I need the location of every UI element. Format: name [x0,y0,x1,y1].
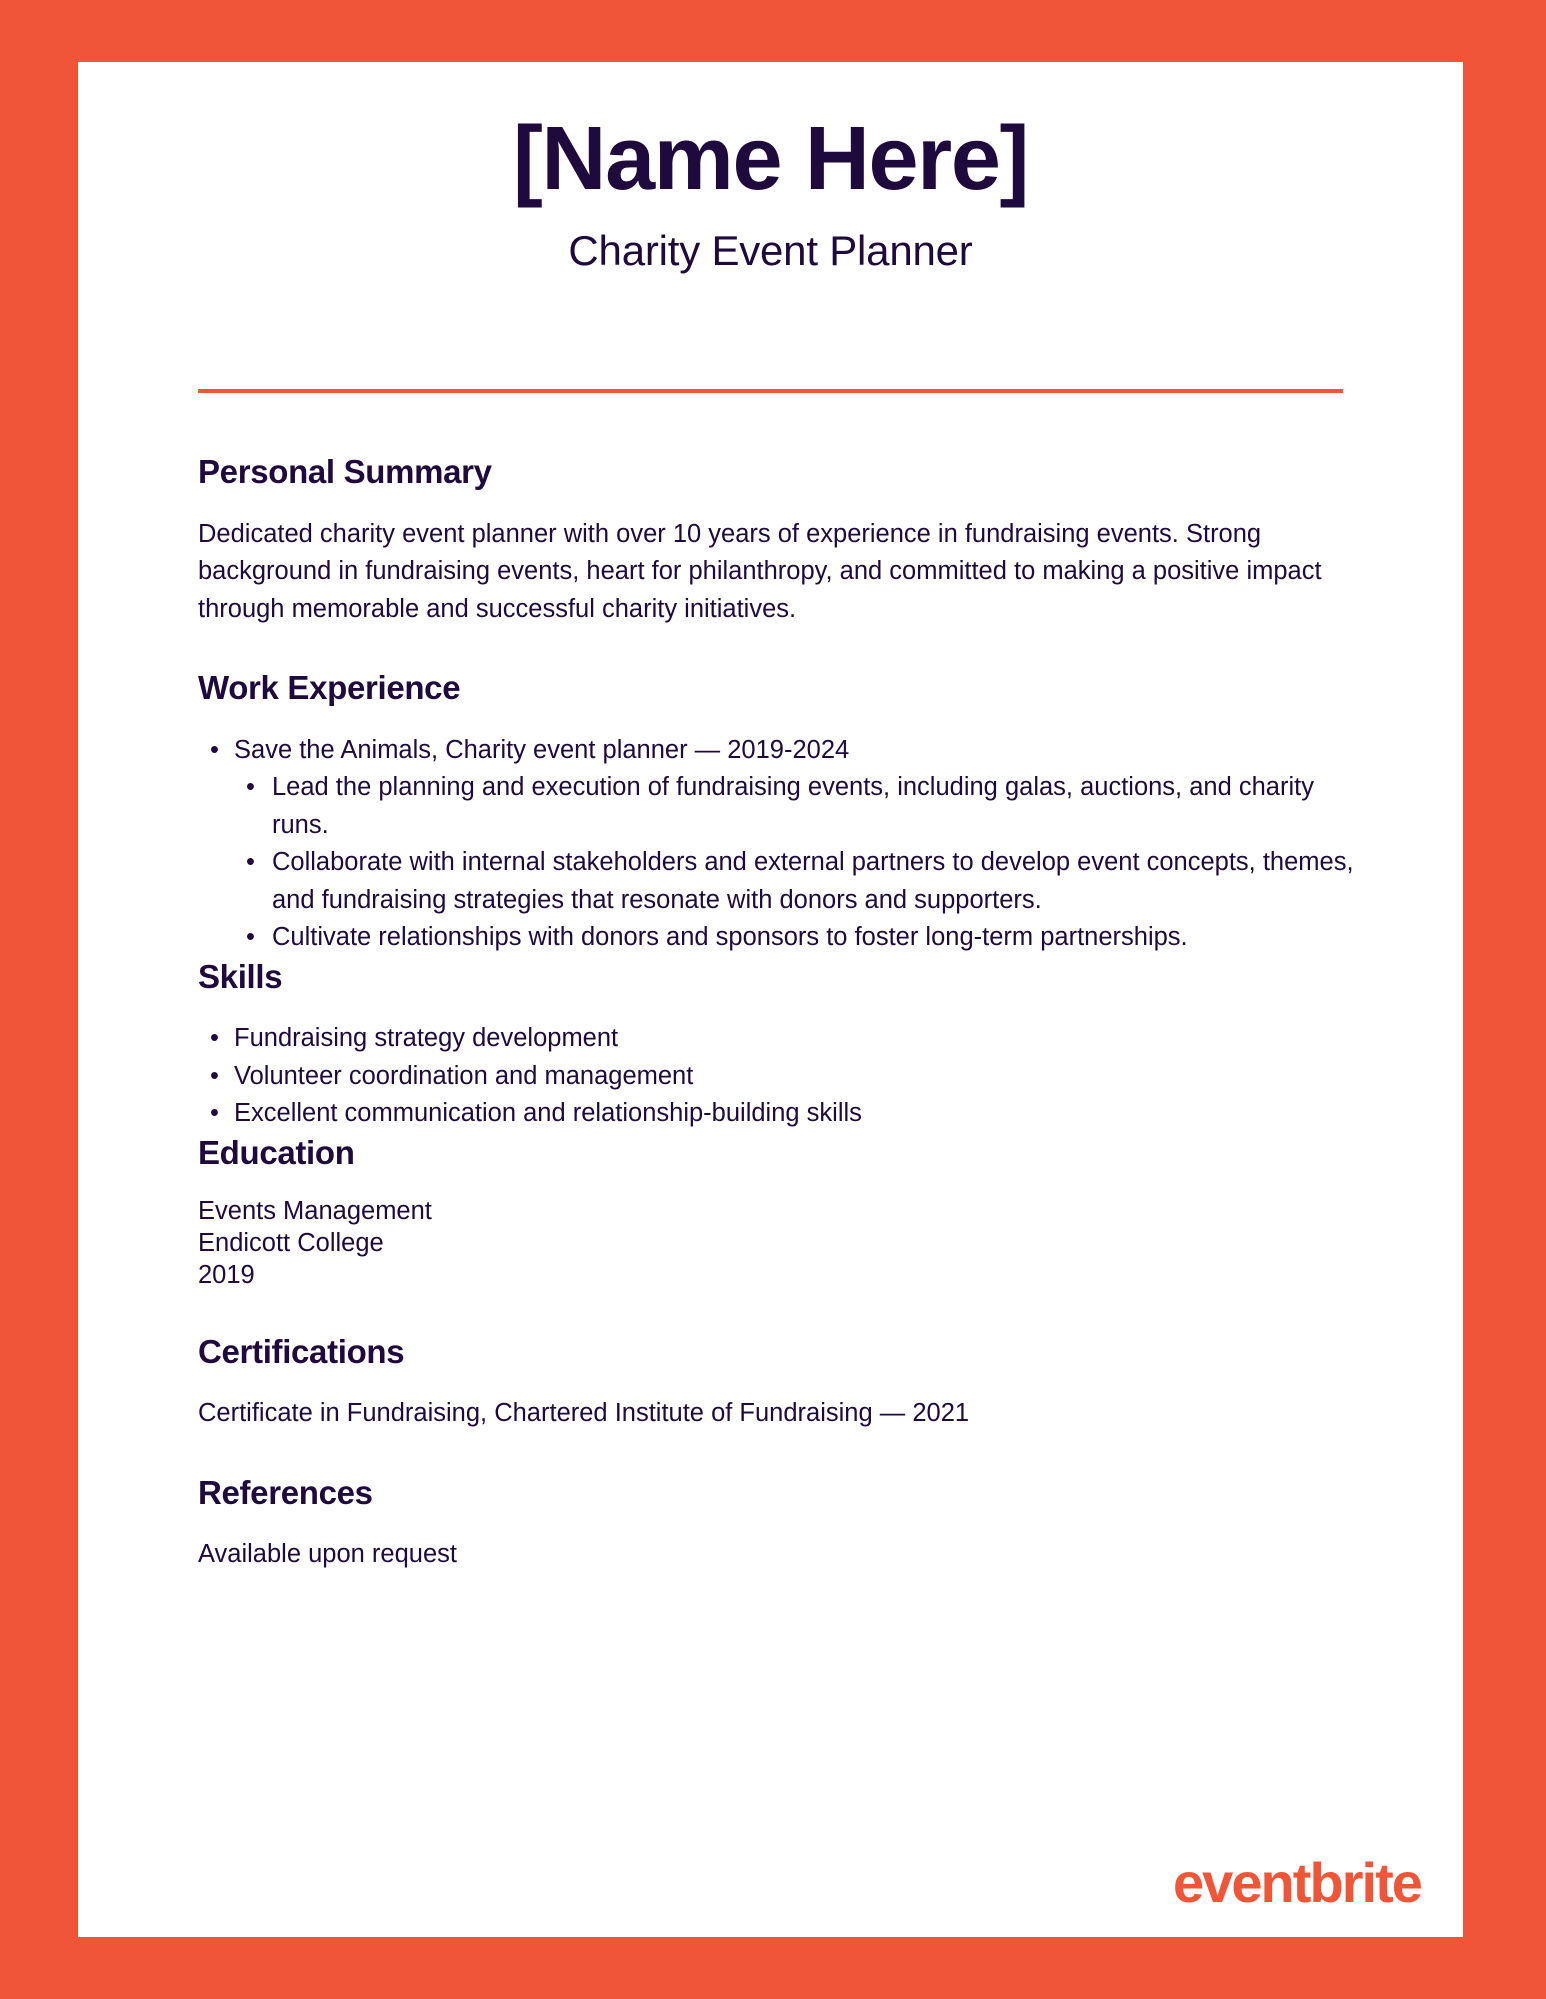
section-heading-references: References [198,1473,373,1511]
section-heading-work-experience: Work Experience [198,669,461,707]
work-experience-entry [198,732,1358,957]
section-skills [198,957,1358,1133]
section-personal-summary [198,452,1358,628]
section-heading-skills: Skills [198,957,283,995]
candidate-job-title: Charity Event Planner [568,227,973,274]
section-education [198,1133,1358,1292]
education-program: Events Management [198,1197,432,1226]
work-experience-list [198,732,1358,957]
section-certifications [198,1332,1358,1433]
work-experience-detail-list [234,769,1358,956]
eventbrite-logo: eventbrite [1172,1851,1421,1914]
header-divider [198,389,1343,393]
section-work-experience [198,668,1358,957]
section-heading-education: Education [198,1133,355,1171]
education-year: 2019 [198,1260,255,1289]
candidate-name: [Name Here] [512,109,1029,209]
section-heading-certifications: Certifications [198,1332,405,1370]
skills-list [198,1020,1358,1132]
skill-item: • Fundraising strategy development [198,1020,1358,1057]
education-school: Endicott College [198,1229,384,1258]
resume-content [198,452,1358,1574]
work-experience-detail: • Collaborate with internal stakeholders and external partners to develop event concepts, themes, and fundraising strategies that resonate with donors and supporters. [234,844,1358,919]
personal-summary-text: Dedicated charity event planner with over 10 years of experience in fundraising events. Strong background in fundraising events, heart for philanthropy, and committed to making a positive impact through memorable and successful charity initiatives. [198,519,1322,623]
skill-item: • Excellent communication and relationship-building skills [198,1095,1358,1132]
section-heading-personal-summary: Personal Summary [198,453,492,490]
work-experience-detail: • Lead the planning and execution of fundraising events, including galas, auctions, and charity runs. [234,769,1358,844]
certifications-text: Certificate in Fundraising, Chartered Institute of Fundraising — 2021 [198,1399,970,1428]
section-references [198,1473,1358,1574]
resume-header [78,62,1463,274]
resume-card [78,62,1463,1937]
education-block [198,1196,1358,1292]
references-text: Available upon request [198,1540,457,1569]
work-experience-detail: • Cultivate relationships with donors and sponsors to foster long-term partnerships. [234,919,1358,956]
work-experience-entry-title: • Save the Animals, Charity event planner — 2019-2024 [234,735,850,764]
skill-item: • Volunteer coordination and management [198,1058,1358,1095]
